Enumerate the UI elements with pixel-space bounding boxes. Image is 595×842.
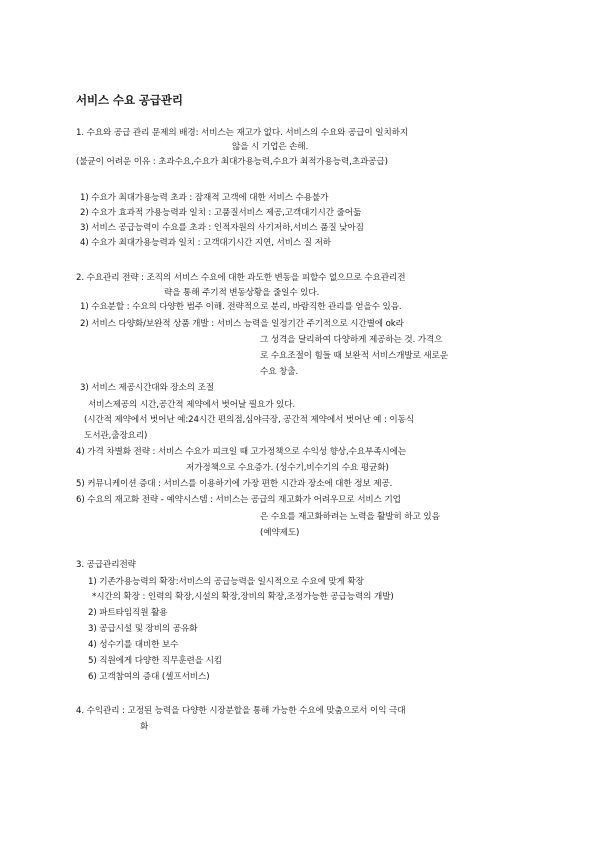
text-line: 1) 기존가용능력의 확장:서비스의 공급능력을 일시적으로 수요에 맞게 확장 xyxy=(88,577,364,587)
text-line: 4) 수요가 최대가용능력과 일치 : 고객대기시간 지연, 서비스 질 저하 xyxy=(80,238,331,248)
text-line: 4. 수익관리 : 고정된 능력을 다양한 시장분할을 통해 가능한 수요에 맞춤으로서 이익 극대 xyxy=(76,706,406,716)
text-line: 은 수요를 재고화하려는 노력을 활발히 하고 있음 xyxy=(260,512,440,522)
text-line: (불균이 어려운 이유 : 초과수요,수요가 최대가용능력,수요가 최적가용능력,초과공급) xyxy=(76,157,388,167)
text-line: 5) 커뮤니케이션 증대 : 서비스를 이용하기에 가장 편한 시간과 장소에 대한 정보 제공. xyxy=(76,479,393,489)
text-line: 5) 직원에게 다양한 직무훈련을 시킴 xyxy=(88,656,222,666)
text-line: (예약제도) xyxy=(260,528,300,538)
text-line: 1. 수요와 공급 관리 문제의 배경: 서비스는 재고가 없다. 서비스의 수요와 공급이 일치하지 xyxy=(76,128,409,138)
text-line: 화 xyxy=(140,722,149,732)
text-line: 6) 수요의 재고화 전략 - 예약시스템 : 서비스는 공급의 재고화가 어려우므로 서비스 기업 xyxy=(76,495,401,505)
text-line: 저가정책으로 수요증가. (성수기,비수기의 수요 평균화) xyxy=(186,463,389,473)
text-line: 서비스제공의 시간,공간적 제약에서 벗어날 필요가 있다. xyxy=(88,400,296,410)
text-line: 6) 고객참여의 증대 (셀프서비스) xyxy=(88,672,210,682)
text-line: 3) 서비스 공급능력이 수요를 초과 : 인적자원의 사기저하,서비스 품질 낮아짐 xyxy=(80,223,364,233)
text-line: 4) 가격 차별화 전략 : 서비스 수요가 피크일 때 고가정책으로 수익성 향상,수요부족시에는 xyxy=(76,447,407,457)
text-line: 수요 창출. xyxy=(260,367,299,377)
text-line: 않을 시 기업은 손해. xyxy=(232,142,309,152)
text-line: (시간적 제약에서 벗어난 예:24시간 편의점,심야극장, 공간적 제약에서 벗어난 예 : 이동식 xyxy=(84,415,415,425)
text-line: 3. 공급관리전략 xyxy=(76,560,136,570)
text-line: 2) 수요가 효과적 가용능력과 일치 : 고품질서비스 제공,고객대기시간 줄어듦 xyxy=(80,208,362,218)
text-line: 1) 수요분할 : 수요의 다양한 범주 이해. 전략적으로 분리, 바람직한 관리를 얻을수 있음. xyxy=(80,302,402,312)
text-line: 로 수요조절이 힘들 때 보완적 서비스개발로 새로운 xyxy=(260,351,449,361)
text-line: 2. 수요관리 전략 : 조직의 서비스 수요에 대한 과도한 변동을 피할수 없으므로 수요관리전 xyxy=(76,273,406,283)
text-line: 략을 통해 주기적 변동상황을 줄일수 있다. xyxy=(164,288,320,298)
text-line: 3) 서비스 제공시간대와 장소의 조절 xyxy=(80,383,214,393)
text-line: *시간의 확장 : 인력의 확장,시설의 확장,장비의 확장,조정가능한 공급능력의 개발) xyxy=(92,592,394,602)
text-line: 2) 파트타임직원 활용 xyxy=(88,608,168,618)
page-title: 서비스 수요 공급관리 xyxy=(76,93,183,107)
text-line: 도서관,출장요리) xyxy=(84,431,148,441)
text-line: 그 성격을 달리하여 다양하게 제공하는 것. 가격으 xyxy=(260,335,443,345)
text-line: 1) 수요가 최대가용능력 초과 : 잠재적 고객에 대한 서비스 수용불가 xyxy=(80,193,329,203)
text-line: 3) 공급시설 및 장비의 공유화 xyxy=(88,624,198,634)
text-line: 4) 성수기를 대비한 보수 xyxy=(88,640,179,650)
text-line: 2) 서비스 다양화/보완적 상품 개발 : 서비스 능력을 일정기간 주기적으로 시간별에 ok라 xyxy=(80,319,404,329)
